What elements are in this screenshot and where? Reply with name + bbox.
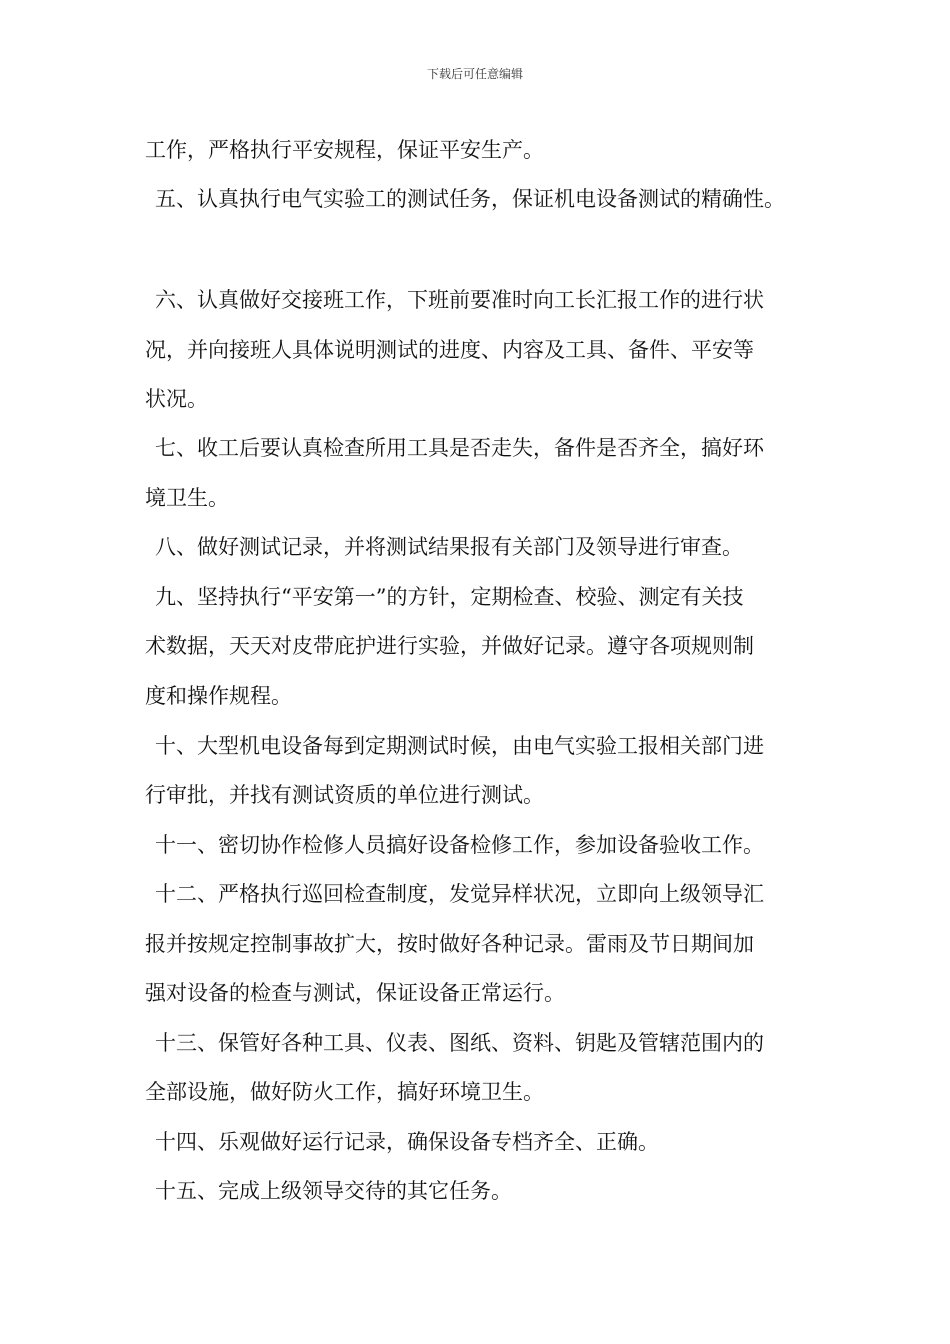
text-line: 强对设备的检查与测试，保证设备正常运行。: [145, 981, 565, 1005]
text-line: 报并按规定控制事故扩大，按时做好各种记录。雷雨及节日期间加: [145, 932, 754, 956]
text-line: 十一、密切协作检修人员搞好设备检修工作，参加设备验收工作。: [155, 833, 764, 857]
text-line: 境卫生。: [145, 486, 229, 510]
text-line: 况，并向接班人具体说明测试的进度、内容及工具、备件、平安等: [145, 338, 754, 362]
text-line: 十四、乐观做好运行记录，确保设备专档齐全、正确。: [155, 1130, 659, 1154]
text-line: 十三、保管好各种工具、仪表、图纸、资料、钥匙及管辖范围内的: [155, 1031, 764, 1055]
text-line: 十五、完成上级领导交待的其它任务。: [155, 1179, 512, 1203]
text-line: 七、收工后要认真检查所用工具是否走失，备件是否齐全，搞好环: [155, 436, 764, 460]
text-line: 十二、严格执行巡回检查制度，发觉异样状况，立即向上级领导汇: [155, 882, 764, 906]
page-header: 下载后可任意编辑: [426, 67, 523, 81]
text-line: 十、大型机电设备每到定期测试时候，由电气实验工报相关部门进: [155, 734, 764, 758]
text-line: 行审批，并找有测试资质的单位进行测试。: [145, 783, 544, 807]
text-line: 术数据，天天对皮带庇护进行实验，并做好记录。遵守各项规则制: [145, 634, 754, 658]
text-line: 五、认真执行电气实验工的测试任务，保证机电设备测试的精确性。: [155, 187, 785, 211]
text-line: 状况。: [145, 387, 208, 411]
text-line: 八、做好测试记录，并将测试结果报有关部门及领导进行审查。: [155, 535, 743, 559]
text-line: 度和操作规程。: [145, 684, 292, 708]
text-line: 工作，严格执行平安规程，保证平安生产。: [145, 138, 544, 162]
text-line: 全部设施，做好防火工作，搞好环境卫生。: [145, 1080, 544, 1104]
text-line: 六、认真做好交接班工作，下班前要准时向工长汇报工作的进行状: [155, 288, 764, 312]
text-line: 九、坚持执行“平安第一”的方针，定期检查、校验、测定有关技: [155, 585, 744, 609]
